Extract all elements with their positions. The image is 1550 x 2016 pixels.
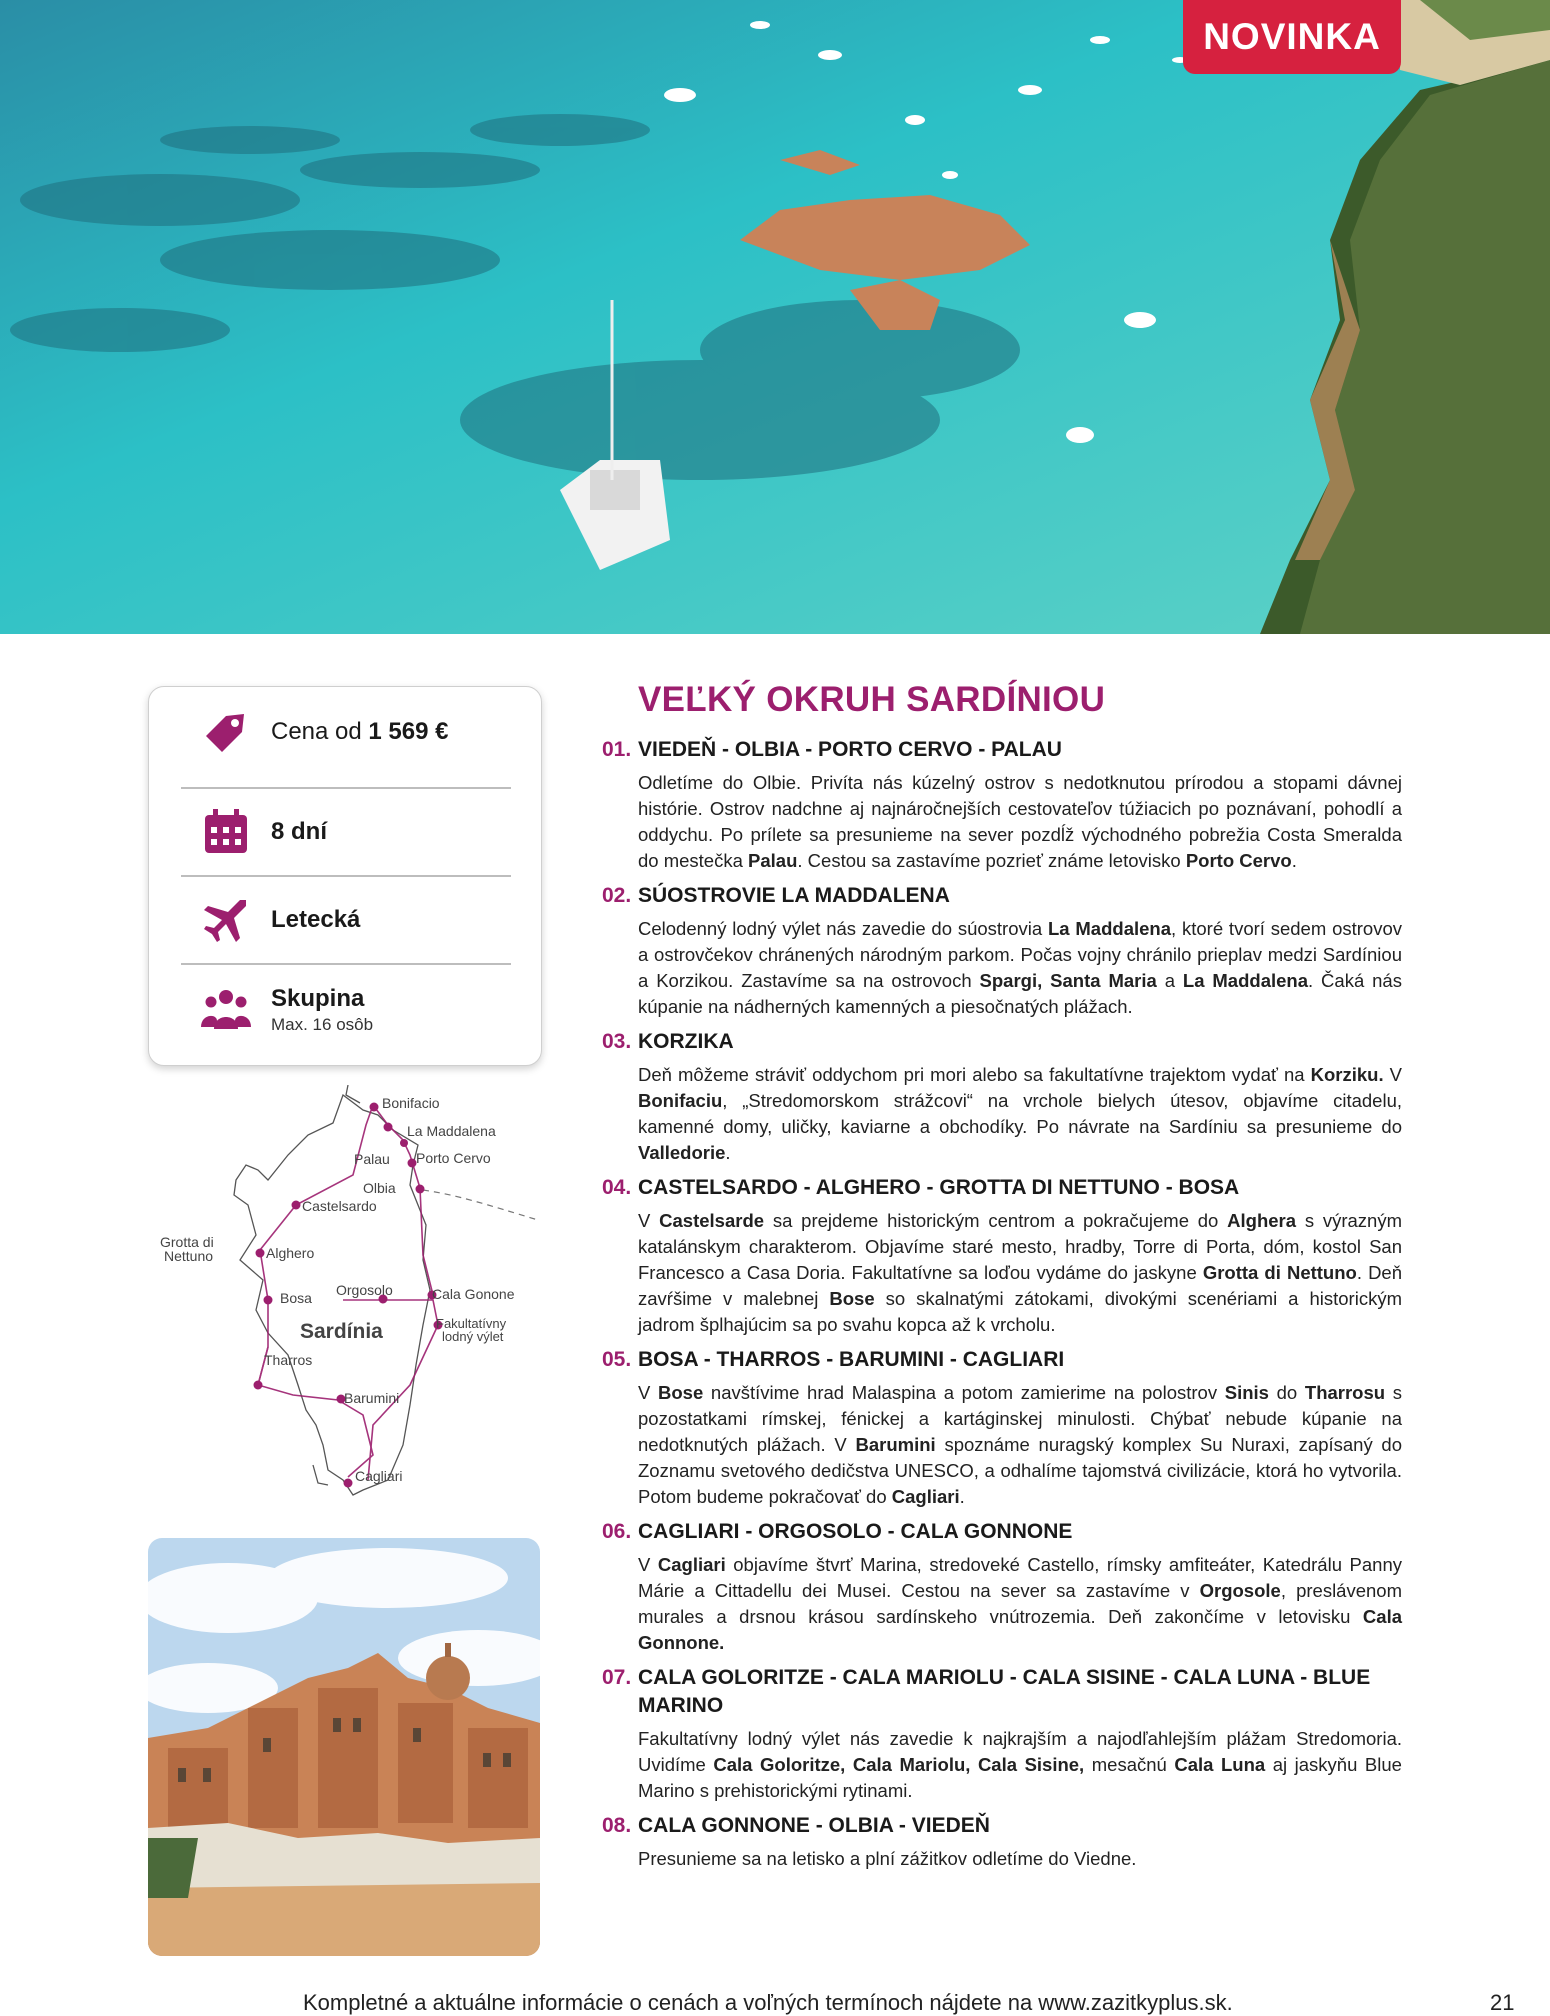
text: Deň môžeme stráviť oddychom pri mori alebo sa fakultatívne trajektom vydať na — [638, 1064, 1311, 1085]
footer-info-link[interactable]: Kompletné a aktuálne informácie o cenách a voľných termínoch nájdete na www.zazitkyplus.sk. — [303, 1990, 1233, 2015]
day-number: 01. — [602, 738, 632, 761]
bold-text: Tharrosu — [1304, 1382, 1386, 1403]
bold-text: La Maddalena — [1182, 970, 1308, 991]
day-number: 07. — [602, 1666, 632, 1689]
map-label-castelsardo: Castelsardo — [302, 1198, 377, 1214]
cagliari-photo — [148, 1538, 540, 1956]
text: mesačnú — [1084, 1754, 1175, 1775]
day-description — [638, 916, 1402, 1020]
text: s výrazným katalánskym charakterom. Objavíme staré mesto, hradby, Torre di Porta, dóm, kostol San Francesco a Casa Doria. Fakultatívne sa loďou vydáme do jaskyne — [638, 1210, 1403, 1283]
text: sa prejdeme historickým centrom a pokračujeme do — [764, 1210, 1228, 1231]
day-description — [638, 1062, 1402, 1166]
text: V — [638, 1554, 658, 1575]
map-island-label: Sardínia — [300, 1320, 383, 1343]
text: V — [1383, 1064, 1403, 1085]
coast-aerial-illustration — [0, 0, 1550, 634]
text: spoznáme nuragský komplex Su Nuraxi, zapísaný do Zoznamu svetového dedičstva UNESCO, a odhalíme tajomstvá civilizácie, ktorá ho vytvorila. Potom budeme pokračovať do — [638, 1434, 1403, 1507]
map-label-porto-cervo: Porto Cervo — [416, 1150, 491, 1166]
bold-text: Bose — [829, 1288, 875, 1309]
text: aj jaskyňu Blue Marino s prehistorickými rytinami. — [638, 1754, 1402, 1801]
bold-text: Korziku. — [1310, 1064, 1384, 1085]
itinerary-column — [602, 680, 1402, 1880]
bold-text: Cala Gonnone. — [638, 1606, 1402, 1653]
page-footer — [0, 1990, 1550, 2015]
map-label-bonifacio: Bonifacio — [382, 1095, 440, 1111]
bold-text: Porto Cervo — [1185, 850, 1292, 871]
day-number: 04. — [602, 1176, 632, 1199]
day-title: VIEDEŇ - OLBIA - PORTO CERVO - PALAU — [638, 738, 1062, 761]
day-description — [638, 1552, 1402, 1656]
price-row — [181, 689, 511, 775]
text: navštívime hrad Malaspina a potom zamierime na polostrov — [703, 1382, 1225, 1403]
new-badge: NOVINKA — [1183, 0, 1401, 74]
day-2 — [602, 882, 1402, 1020]
day-heading — [602, 1028, 1402, 1056]
text: . — [959, 1486, 965, 1507]
bold-text: Grotta di Nettuno — [1202, 1262, 1357, 1283]
day-heading — [602, 1518, 1402, 1546]
day-number: 02. — [602, 884, 632, 907]
day-heading — [602, 1812, 1402, 1840]
bold-text: Cagliari — [657, 1554, 726, 1575]
map-label-alghero: Alghero — [266, 1245, 315, 1261]
bold-text: Barumini — [855, 1434, 936, 1455]
day-title: CASTELSARDO - ALGHERO - GROTTA DI NETTUNO - BOSA — [638, 1176, 1240, 1199]
map-label-bosa: Bosa — [280, 1290, 312, 1306]
group-sub: Max. 16 osôb — [271, 1015, 374, 1034]
bold-text: Castelsarde — [659, 1210, 765, 1231]
transport-text — [271, 906, 360, 934]
text: V — [638, 1382, 659, 1403]
transport-row — [181, 877, 511, 963]
day-number: 03. — [602, 1030, 632, 1053]
airplane-icon — [201, 895, 251, 945]
text: a — [1156, 970, 1183, 991]
text: , ktoré tvorí sedem ostrovov a ostrovčekov chránených národným parkom. Počas vojny chránilo prieplav medzi Sardíniou a Korzikou. Zastavíme sa na ostrovoch — [638, 918, 1403, 991]
day-8 — [602, 1812, 1402, 1872]
map-label-olbia: Olbia — [363, 1180, 396, 1196]
day-heading — [602, 1346, 1402, 1374]
text: . — [725, 1142, 731, 1163]
day-heading — [602, 1174, 1402, 1202]
map-label-la-maddalena: La Maddalena — [407, 1123, 496, 1139]
bold-text: Palau — [748, 850, 798, 871]
bold-text: Spargi, Santa Maria — [979, 970, 1157, 991]
group-label: Skupina — [271, 985, 365, 1012]
bold-text: Valledorie — [638, 1142, 726, 1163]
day-6 — [602, 1518, 1402, 1656]
text: Celodenný lodný výlet nás zavedie do súostrovia — [638, 918, 1048, 939]
map-label-nettuno: Nettuno — [164, 1248, 214, 1264]
day-title: CAGLIARI - ORGOSOLO - CALA GONNONE — [638, 1520, 1073, 1543]
text: , „Stredomorskom strážcovi“ na vrchole bielych útesov, objavíme citadelu, kamenné domy, uličky, kaviarne a obchodíky. Po návrate na Sardíniu sa presunieme do — [638, 1090, 1402, 1137]
price-value: 1 569 € — [368, 718, 449, 745]
group-icon — [201, 985, 251, 1035]
map-label-barumini: Barumini — [344, 1390, 400, 1406]
bold-text: Sinis — [1224, 1382, 1269, 1403]
text: Odletíme do Olbie. Privíta nás kúzelný ostrov s nedotknutou prírodou a stopami dávnej histórie. Ostrov nadchne aj najnáročnejších cestovateľov túžiacich po poznávaní, pohodlí a oddychu. Po prílete sa presunieme na sever pozdĺž východného pobrežia Costa Smeralda do mestečka — [638, 772, 1402, 871]
day-heading — [602, 736, 1402, 764]
day-title: CALA GOLORITZE - CALA MARIOLU - CALA SISINE - CALA LUNA - BLUE MARINO — [638, 1666, 1371, 1717]
bold-text: Cala Luna — [1174, 1754, 1266, 1775]
price-prefix: Cena od — [271, 718, 369, 745]
route-map — [148, 1085, 548, 1515]
text: . Cestou sa zastavíme pozrieť známe letovisko — [797, 850, 1186, 871]
bold-text: Cala Goloritze, Cala Mariolu, Cala Sisine, — [713, 1754, 1085, 1775]
duration-row — [181, 789, 511, 875]
day-description — [638, 1208, 1402, 1338]
text: so skalnatými zátokami, divokými scenériami a historickým jadrom šplhajúcim sa po svahu kopca až k vrcholu. — [638, 1288, 1402, 1335]
price-tag-icon — [201, 707, 251, 757]
page-number: 21 — [1490, 1990, 1515, 2015]
bold-text: Bose — [658, 1382, 704, 1403]
duration-text — [271, 818, 327, 846]
day-title: SÚOSTROVIE LA MADDALENA — [638, 884, 950, 907]
map-label-optional-2: lodný výlet — [442, 1329, 504, 1344]
map-label-cala-gonone: Cala Gonone — [432, 1286, 515, 1302]
day-description — [638, 770, 1402, 874]
day-title: CALA GONNONE - OLBIA - VIEDEŇ — [638, 1814, 990, 1837]
price-text — [271, 718, 448, 746]
duration-value: 8 dní — [271, 818, 328, 845]
day-description — [638, 1726, 1402, 1804]
transport-value: Letecká — [271, 906, 361, 933]
text: Fakultatívny lodný výlet nás zavedie k najkrajším a najodľahlejším plážam Stredomoria. Uvidíme — [638, 1728, 1402, 1775]
map-label-orgosolo: Orgosolo — [336, 1282, 393, 1298]
text: s pozostatkami rímskej, fénickej a kartáginskej minulosti. Chýbať nebude kúpanie na nedotknutých plážach. V — [638, 1382, 1402, 1455]
text: V — [638, 1210, 660, 1231]
day-number: 08. — [602, 1814, 632, 1837]
day-3 — [602, 1028, 1402, 1166]
text: do — [1268, 1382, 1305, 1403]
bold-text: La Maddalena — [1047, 918, 1172, 939]
day-heading — [602, 1664, 1402, 1720]
group-text — [271, 985, 373, 1035]
group-row — [181, 967, 511, 1053]
day-title: KORZIKA — [638, 1030, 734, 1053]
text: . — [1291, 850, 1297, 871]
hero-photo — [0, 0, 1550, 634]
text: . Čaká nás kúpanie na nádherných kamenných a piesočnatých plážach. — [638, 970, 1402, 1017]
bold-text: Cagliari — [891, 1486, 960, 1507]
text: objavíme štvrť Marina, stredoveké Castello, rímsky amfiteáter, Katedrálu Panny Márie a Cittadellu dei Musei. Cestou na sever sa zastavíme v — [638, 1554, 1402, 1601]
bold-text: Alghera — [1227, 1210, 1297, 1231]
day-7 — [602, 1664, 1402, 1804]
day-description — [638, 1846, 1402, 1872]
day-4 — [602, 1174, 1402, 1338]
day-5 — [602, 1346, 1402, 1510]
day-number: 05. — [602, 1348, 632, 1371]
day-description — [638, 1380, 1402, 1510]
map-label-optional-1: Fakultatívny — [436, 1316, 507, 1331]
text: , preslávenom murales a drsnou krásou sardínskeho vnútrozemia. Deň zakončíme v letovisku — [638, 1580, 1402, 1627]
card-divider — [181, 963, 511, 965]
tour-title: VEĽKÝ OKRUH SARDÍNIOU — [638, 680, 1106, 719]
day-heading — [602, 882, 1402, 910]
map-label-grotta-di: Grotta di — [160, 1234, 214, 1250]
calendar-icon — [201, 807, 251, 857]
text: Presunieme sa na letisko a plní zážitkov odletíme do Viedne. — [638, 1848, 1137, 1869]
tour-info-card — [148, 686, 542, 1066]
text: . Deň zavŕšime v malebnej — [638, 1262, 1403, 1309]
map-label-tharros: Tharros — [264, 1352, 313, 1368]
day-1 — [602, 736, 1402, 874]
day-number: 06. — [602, 1520, 632, 1543]
bold-text: Orgosole — [1199, 1580, 1281, 1601]
map-label-cagliari: Cagliari — [355, 1468, 403, 1484]
bold-text: Bonifaciu — [638, 1090, 723, 1111]
map-label-palau: Palau — [354, 1151, 390, 1167]
day-title: BOSA - THARROS - BARUMINI - CAGLIARI — [638, 1348, 1065, 1371]
